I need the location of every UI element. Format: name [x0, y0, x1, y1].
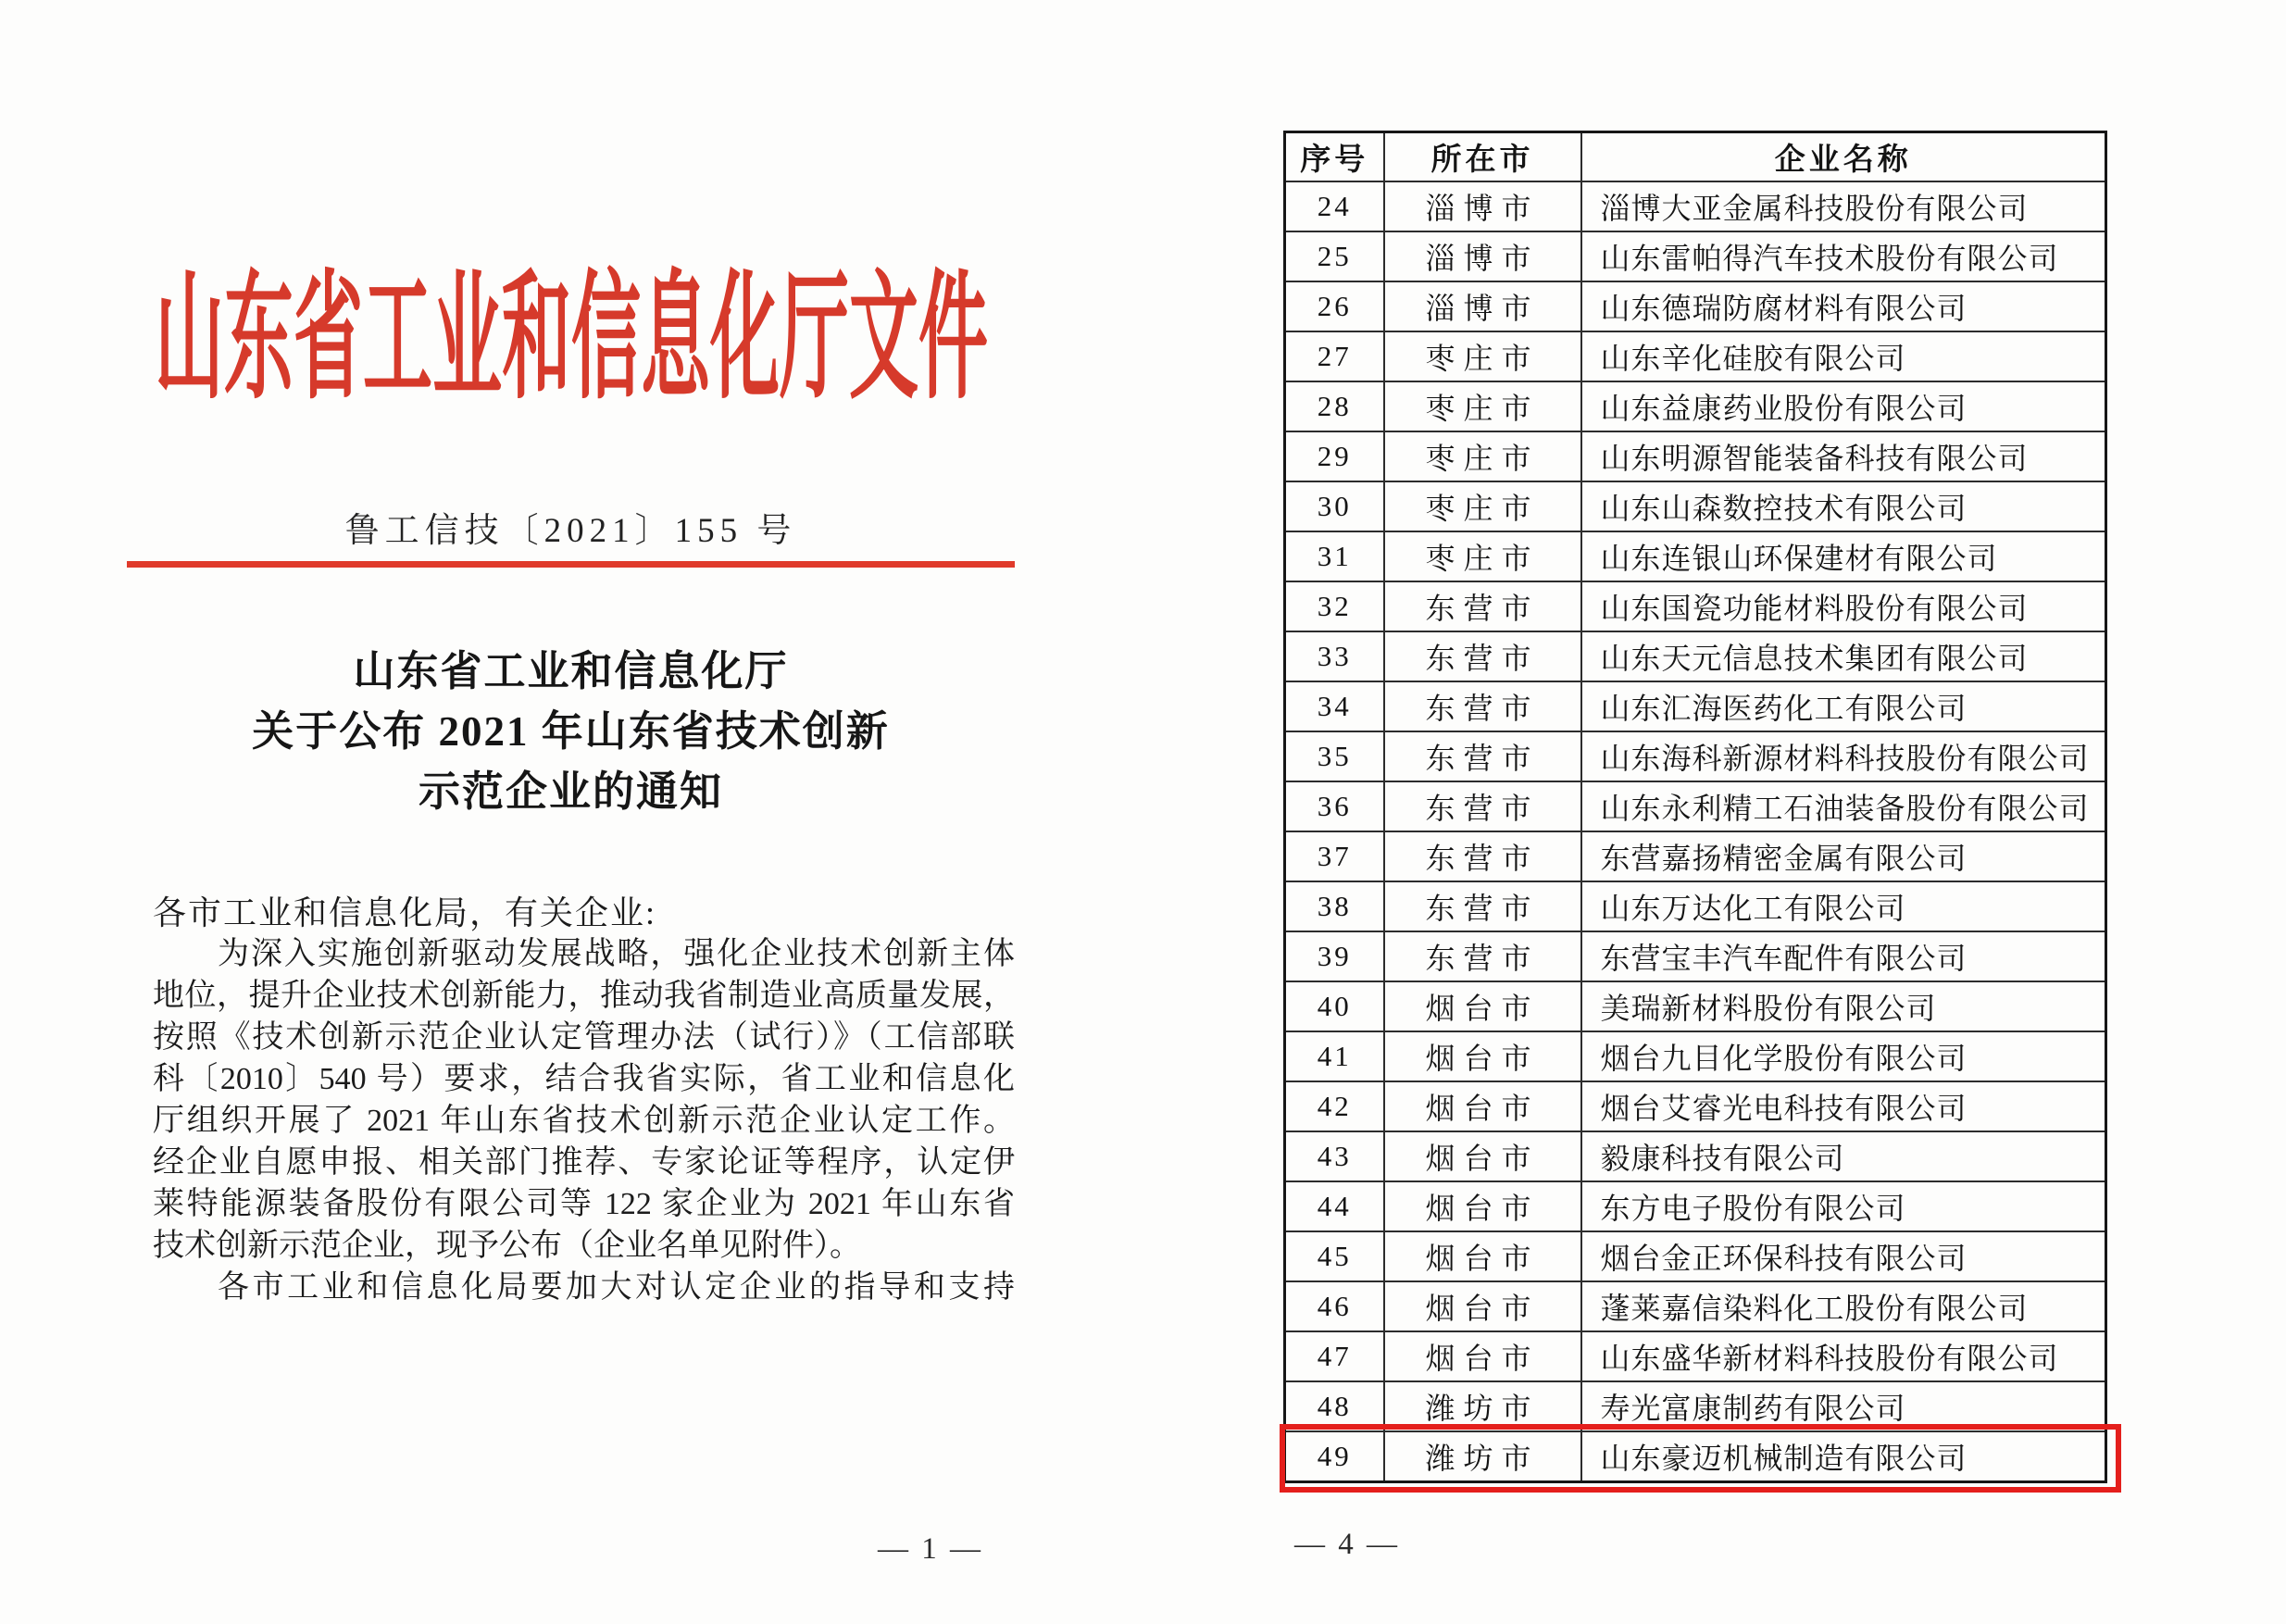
table-row — [1285, 581, 2106, 631]
body-line: 各市工业和信息化局要加大对认定企业的指导和支持 — [218, 1270, 1015, 1305]
cell-city: 东营市 — [1384, 681, 1581, 731]
cell-company: 山东万达化工有限公司 — [1581, 881, 2106, 931]
cell-company: 山东盛华新材料科技股份有限公司 — [1581, 1331, 2106, 1381]
cell-no: 34 — [1285, 681, 1384, 731]
table-row — [1285, 1131, 2106, 1181]
table-row — [1285, 1181, 2106, 1231]
table-row — [1285, 881, 2106, 931]
cell-no: 37 — [1285, 831, 1384, 881]
cell-company: 烟台九目化学股份有限公司 — [1581, 1031, 2106, 1081]
cell-no: 41 — [1285, 1031, 1384, 1081]
body-line: 为深入实施创新驱动发展战略，强化企业技术创新主体 — [218, 937, 1015, 971]
cell-company: 东方电子股份有限公司 — [1581, 1181, 2106, 1231]
cell-no: 39 — [1285, 931, 1384, 981]
document-page-4 — [1143, 0, 2286, 1624]
cell-company: 山东豪迈机械制造有限公司 — [1581, 1431, 2106, 1482]
letterhead-title: 山东省工业和信息化厅文件 — [154, 262, 988, 416]
cell-city: 东营市 — [1384, 731, 1581, 781]
table-row — [1285, 631, 2106, 681]
table-row — [1285, 1231, 2106, 1281]
cell-city: 枣庄市 — [1384, 331, 1581, 381]
body-line: 按照《技术创新示范企业认定管理办法（试行）》（工信部联 — [153, 1020, 1015, 1055]
cell-city: 枣庄市 — [1384, 381, 1581, 431]
cell-city: 枣庄市 — [1384, 431, 1581, 481]
cell-city: 东营市 — [1384, 881, 1581, 931]
body-line: 技术创新示范企业，现予公布（企业名单见附件）。 — [153, 1229, 861, 1263]
notice-title — [127, 642, 1015, 822]
company-table-body — [1285, 181, 2106, 1482]
cell-company: 蓬莱嘉信染料化工股份有限公司 — [1581, 1281, 2106, 1331]
cell-company: 山东德瑞防腐材料有限公司 — [1581, 281, 2106, 331]
cell-city: 潍坊市 — [1384, 1431, 1581, 1482]
cell-no: 24 — [1285, 181, 1384, 231]
cell-no: 33 — [1285, 631, 1384, 681]
cell-no: 30 — [1285, 481, 1384, 531]
body-line: 科〔2010〕540 号）要求，结合我省实际，省工业和信息化 — [153, 1062, 1015, 1096]
cell-no: 42 — [1285, 1081, 1384, 1131]
cell-company: 山东永利精工石油装备股份有限公司 — [1581, 781, 2106, 831]
cell-city: 烟台市 — [1384, 1031, 1581, 1081]
cell-company: 烟台艾睿光电科技有限公司 — [1581, 1081, 2106, 1131]
cell-no: 32 — [1285, 581, 1384, 631]
table-row — [1285, 1281, 2106, 1331]
cell-no: 40 — [1285, 981, 1384, 1031]
body-line: 厅组织开展了 2021 年山东省技术创新示范企业认定工作。 — [153, 1104, 1015, 1138]
table-header-row — [1285, 132, 2106, 182]
cell-city: 烟台市 — [1384, 1081, 1581, 1131]
table-row — [1285, 231, 2106, 281]
cell-company: 山东海科新源材料科技股份有限公司 — [1581, 731, 2106, 781]
cell-company: 山东天元信息技术集团有限公司 — [1581, 631, 2106, 681]
letterhead-banner — [127, 262, 1015, 416]
body-line: 莱特能源装备股份有限公司等 122 家企业为 2021 年山东省 — [153, 1187, 1015, 1221]
table-row — [1285, 831, 2106, 881]
table-row — [1285, 381, 2106, 431]
page-number-left: — 1 — — [878, 1532, 983, 1566]
cell-city: 烟台市 — [1384, 1231, 1581, 1281]
table-row — [1285, 531, 2106, 581]
table-row — [1285, 931, 2106, 981]
cell-company: 山东辛化硅胶有限公司 — [1581, 331, 2106, 381]
cell-no: 29 — [1285, 431, 1384, 481]
cell-no: 27 — [1285, 331, 1384, 381]
cell-company: 寿光富康制药有限公司 — [1581, 1381, 2106, 1431]
cell-city: 淄博市 — [1384, 281, 1581, 331]
body-line: 经企业自愿申报、相关部门推荐、专家论证等程序，认定伊 — [153, 1145, 1015, 1180]
notice-title-line-3: 示范企业的通知 — [418, 768, 723, 815]
table-row-highlighted — [1285, 1431, 2106, 1482]
table-row — [1285, 1381, 2106, 1431]
cell-no: 36 — [1285, 781, 1384, 831]
table-row — [1285, 181, 2106, 231]
table-row — [1285, 681, 2106, 731]
cell-no: 31 — [1285, 531, 1384, 581]
table-row — [1285, 331, 2106, 381]
cell-company: 山东雷帕得汽车技术股份有限公司 — [1581, 231, 2106, 281]
cell-company: 淄博大亚金属科技股份有限公司 — [1581, 181, 2106, 231]
column-header-company: 企业名称 — [1581, 132, 2106, 182]
cell-no: 28 — [1285, 381, 1384, 431]
table-row — [1285, 431, 2106, 481]
cell-city: 烟台市 — [1384, 1281, 1581, 1331]
table-row — [1285, 1081, 2106, 1131]
cell-company: 东营嘉扬精密金属有限公司 — [1581, 831, 2106, 881]
document-number: 鲁工信技〔2021〕155 号 — [344, 512, 797, 550]
cell-city: 淄博市 — [1384, 231, 1581, 281]
page-number-right: — 4 — — [1294, 1528, 1400, 1561]
cell-city: 东营市 — [1384, 631, 1581, 681]
cell-company: 烟台金正环保科技有限公司 — [1581, 1231, 2106, 1281]
cell-city: 东营市 — [1384, 581, 1581, 631]
cell-no: 45 — [1285, 1231, 1384, 1281]
cell-company: 山东连银山环保建材有限公司 — [1581, 531, 2106, 581]
cell-city: 东营市 — [1384, 931, 1581, 981]
cell-city: 烟台市 — [1384, 1131, 1581, 1181]
body-paragraphs — [153, 933, 1015, 1308]
table-row — [1285, 981, 2106, 1031]
cell-company: 山东明源智能装备科技有限公司 — [1581, 431, 2106, 481]
cell-no: 26 — [1285, 281, 1384, 331]
body-line: 地位，提升企业技术创新能力，推动我省制造业高质量发展， — [153, 979, 1015, 1013]
cell-city: 枣庄市 — [1384, 531, 1581, 581]
cell-no: 25 — [1285, 231, 1384, 281]
cell-company: 山东国瓷功能材料股份有限公司 — [1581, 581, 2106, 631]
salutation-line: 各市工业和信息化局，有关企业: — [153, 894, 657, 931]
cell-no: 48 — [1285, 1381, 1384, 1431]
cell-city: 东营市 — [1384, 831, 1581, 881]
company-table — [1283, 131, 2107, 1483]
table-row — [1285, 731, 2106, 781]
cell-city: 烟台市 — [1384, 1331, 1581, 1381]
cell-city: 烟台市 — [1384, 981, 1581, 1031]
notice-title-line-2: 关于公布 2021 年山东省技术创新 — [252, 708, 890, 755]
column-header-no: 序号 — [1285, 132, 1384, 182]
cell-city: 东营市 — [1384, 781, 1581, 831]
cell-no: 44 — [1285, 1181, 1384, 1231]
table-row — [1285, 481, 2106, 531]
cell-no: 43 — [1285, 1131, 1384, 1181]
notice-title-line-1: 山东省工业和信息化厅 — [353, 648, 789, 694]
letterhead-divider-rule — [127, 561, 1015, 568]
cell-company: 毅康科技有限公司 — [1581, 1131, 2106, 1181]
cell-city: 潍坊市 — [1384, 1381, 1581, 1431]
cell-company: 美瑞新材料股份有限公司 — [1581, 981, 2106, 1031]
cell-company: 山东汇海医药化工有限公司 — [1581, 681, 2106, 731]
cell-no: 47 — [1285, 1331, 1384, 1381]
cell-city: 淄博市 — [1384, 181, 1581, 231]
table-row — [1285, 781, 2106, 831]
column-header-city: 所在市 — [1384, 132, 1581, 182]
table-row — [1285, 1031, 2106, 1081]
cell-no: 46 — [1285, 1281, 1384, 1331]
cell-company: 山东益康药业股份有限公司 — [1581, 381, 2106, 431]
table-row — [1285, 1331, 2106, 1381]
cell-no: 49 — [1285, 1431, 1384, 1482]
cell-company: 东营宝丰汽车配件有限公司 — [1581, 931, 2106, 981]
cell-city: 枣庄市 — [1384, 481, 1581, 531]
cell-company: 山东山森数控技术有限公司 — [1581, 481, 2106, 531]
cell-no: 35 — [1285, 731, 1384, 781]
cell-no: 38 — [1285, 881, 1384, 931]
table-row — [1285, 281, 2106, 331]
cell-city: 烟台市 — [1384, 1181, 1581, 1231]
